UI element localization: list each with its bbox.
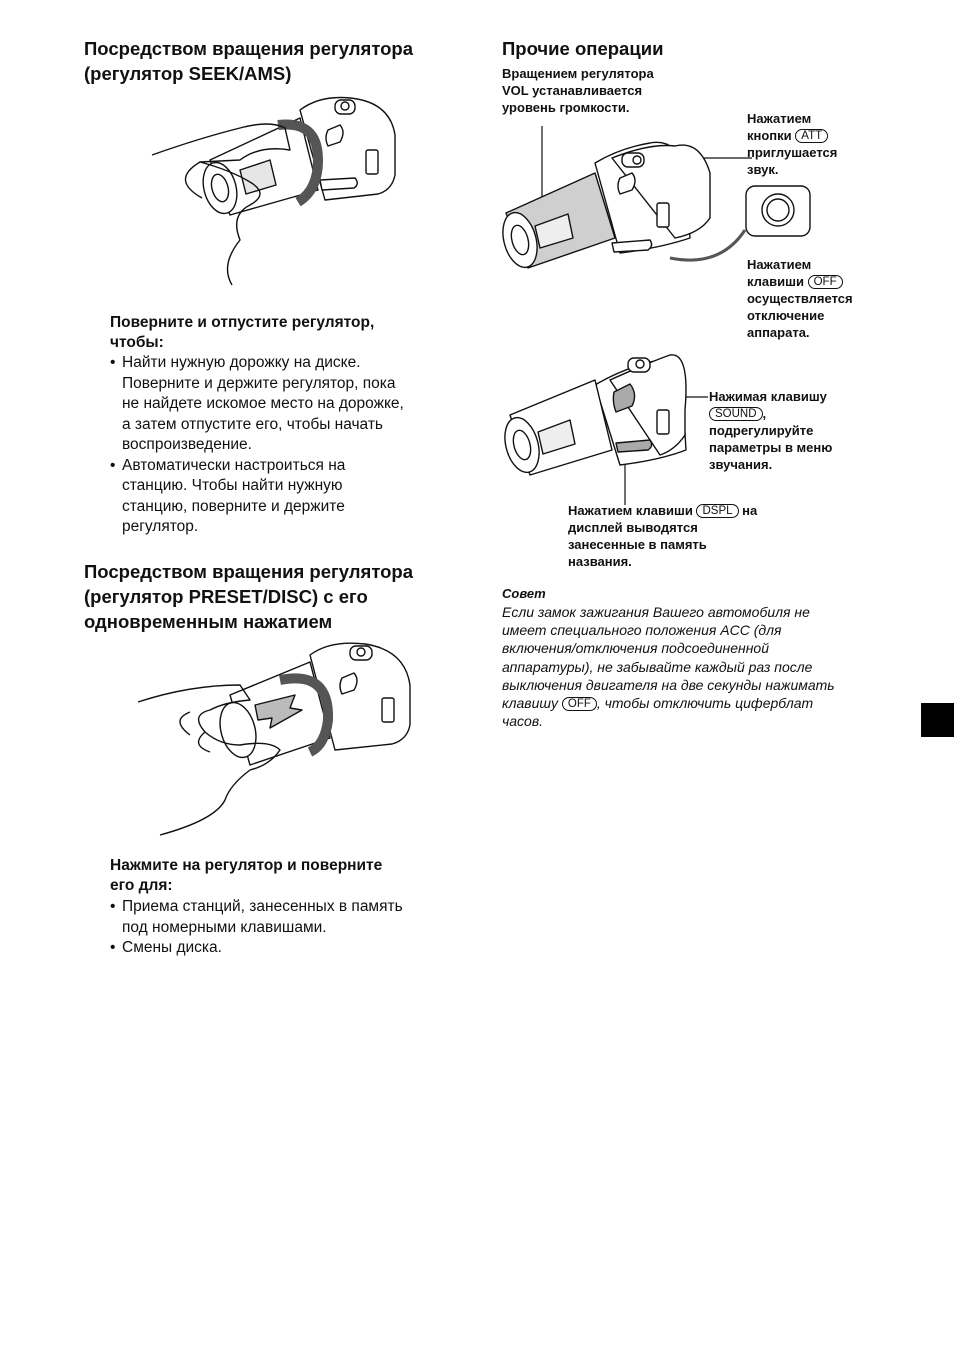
sound-callout: Нажимая клавишу SOUND , подрегулируйте параметры в меню звучания.: [709, 389, 833, 472]
tip-off-key: OFF: [562, 697, 597, 711]
tip-body: Если замок зажигания Вашего автомобиля не имеет специального положения ACC (для включения/отключения подсоединенной аппаратуры), не забывайте каждый раз после выключения двигателя на две секунды нажимать клавишу OFF , чтобы отключить циферблат часов.: [502, 604, 835, 730]
section-tab-marker: [921, 703, 954, 737]
list-item: • Смены диска.: [110, 938, 470, 959]
section2-subheading-line1: Нажмите на регулятор и поверните: [110, 857, 383, 874]
list-item: • Приема станций, занесенных в память под номерными клавишами.: [110, 897, 470, 938]
dspl-key: DSPL: [696, 504, 738, 518]
list-item: • Автоматически настроиться на станцию. Чтобы найти нужную станцию, поверните и держите регулятор.: [110, 456, 470, 538]
section1-subheading-line1: Поверните и отпустите регулятор,: [110, 314, 375, 331]
att-callout: Нажатием кнопки ATT приглушается звук.: [747, 111, 838, 177]
tip-box: [502, 585, 902, 730]
section2-title-line2: (регулятор PRESET/DISC) с его: [84, 586, 368, 607]
section2-subheading: [110, 856, 382, 896]
other-operations-title: Прочие операции: [502, 38, 664, 59]
section1-title: [84, 36, 413, 86]
att-key: ATT: [795, 129, 828, 143]
section1-subheading-line2: чтобы:: [110, 334, 164, 351]
off-key: OFF: [808, 275, 843, 289]
section1-title-line1: Посредством вращения регулятора: [84, 38, 414, 59]
dspl-callout: Нажатием клавиши DSPL на дисплей выводятся занесенные в память названия.: [568, 503, 758, 569]
section1-subheading: [110, 313, 374, 353]
section2-title: [84, 559, 413, 634]
section2-subheading-line2: его для:: [110, 877, 173, 894]
preset-disc-knob-illustration: [130, 640, 420, 840]
list-item: • Найти нужную дорожку на диске. Поверните и держите регулятор, пока не найдете искомое место на дорожке, а затем отпустите его, чтобы начать воспроизведение.: [110, 353, 470, 456]
section1-bullet-list: [110, 353, 470, 538]
seek-ams-knob-illustration: [140, 90, 410, 290]
vol-callout: Вращением регулятора VOL устанавливается уровень громкости.: [502, 66, 654, 115]
section2-bullet-list: [110, 897, 470, 959]
section2-title-line3: одновременным нажатием: [84, 611, 333, 632]
section2-title-line1: Посредством вращения регулятора: [84, 561, 414, 582]
tip-title: Совет: [502, 586, 546, 601]
off-callout: Нажатием клавиши OFF осуществляется отключение аппарата.: [747, 257, 853, 340]
section1-title-line2: (регулятор SEEK/AMS): [84, 63, 292, 84]
sound-key: SOUND: [709, 407, 763, 421]
